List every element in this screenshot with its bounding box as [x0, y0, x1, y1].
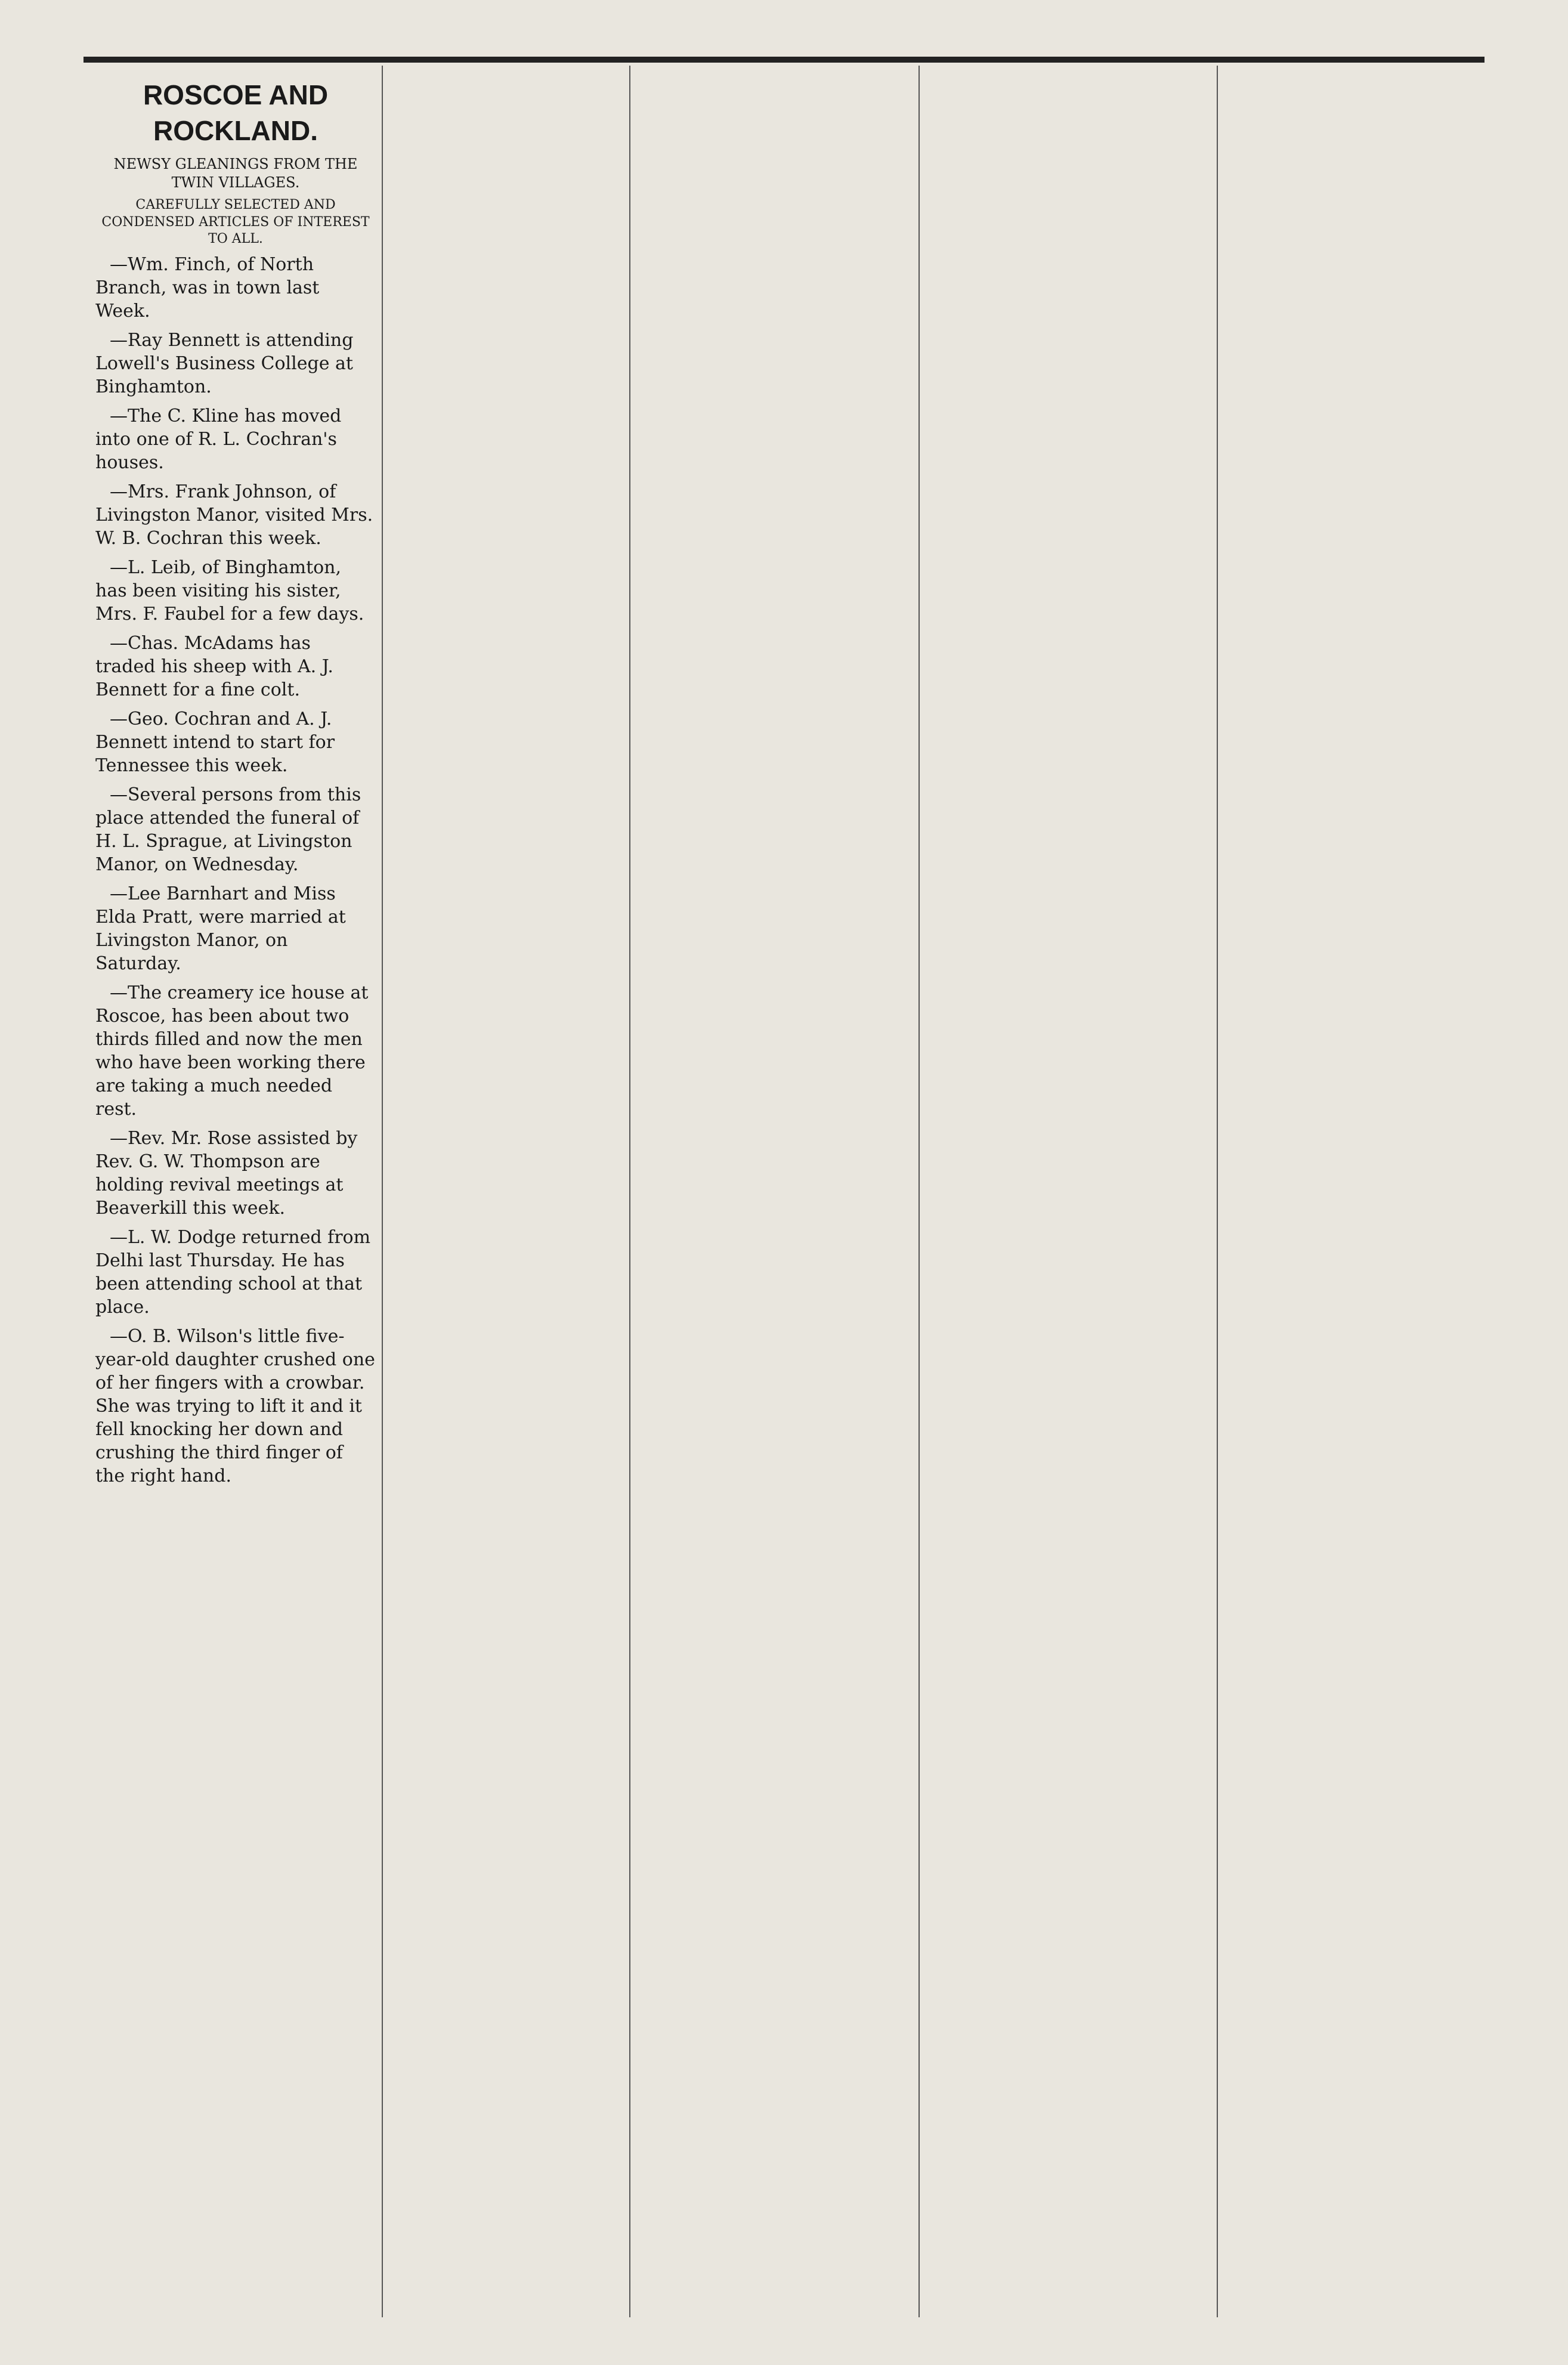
news-item: —Geo. Cochran and A. J. Bennett intend to start for Tennessee this week. — [95, 708, 335, 776]
col-divider — [629, 66, 630, 2317]
news-item: —L. Leib, of Binghamton, has been visiting his sister, Mrs. F. Faubel for a few days. — [95, 557, 364, 625]
col1-items — [95, 253, 376, 1488]
column-1 — [95, 72, 376, 1494]
news-item: —Wm. Finch, of North Branch, was in town last Week. — [95, 253, 320, 321]
news-item: —Mrs. Frank Johnson, of Livingston Manor, visited Mrs. W. B. Cochran this week. — [95, 481, 373, 549]
news-item: —Chas. McAdams has traded his sheep with A. J. Bennett for a fine colt. — [95, 632, 333, 700]
news-item: —Lee Barnhart and Miss Elda Pratt, were married at Livingston Manor, on Saturday. — [95, 883, 346, 974]
masthead-note: CAREFULLY SELECTED AND CONDENSED ARTICLES OF INTEREST TO ALL. — [101, 197, 370, 247]
col-divider — [382, 66, 383, 2317]
masthead-title: ROSCOE AND ROCKLAND. — [143, 79, 329, 146]
top-rule — [83, 57, 1485, 63]
news-item: —Several persons from this place attended the funeral of H. L. Sprague, at Livingston Manor, on Wednesday. — [95, 784, 361, 875]
news-item: —The creamery ice house at Roscoe, has been about two thirds filled and now the men who have been working there are taking a much needed rest. — [95, 982, 369, 1120]
col-divider — [1217, 66, 1218, 2317]
news-item: —O. B. Wilson's little five-year-old daughter crushed one of her fingers with a crowbar. She was trying to lift it and it fell knocking her down and crushing the third finger of the right hand. — [95, 1325, 375, 1486]
col-divider — [918, 66, 920, 2317]
news-item: —Rev. Mr. Rose assisted by Rev. G. W. Thompson are holding revival meetings at Beaverkill this week. — [95, 1127, 358, 1219]
news-item: —The C. Kline has moved into one of R. L. Cochran's houses. — [95, 405, 342, 473]
masthead-subtitle: NEWSY GLEANINGS FROM THE TWIN VILLAGES. — [113, 155, 358, 191]
news-item: —Ray Bennett is attending Lowell's Business College at Binghamton. — [95, 329, 354, 397]
news-item: —L. W. Dodge returned from Delhi last Thursday. He has been attending school at that place. — [95, 1226, 371, 1318]
